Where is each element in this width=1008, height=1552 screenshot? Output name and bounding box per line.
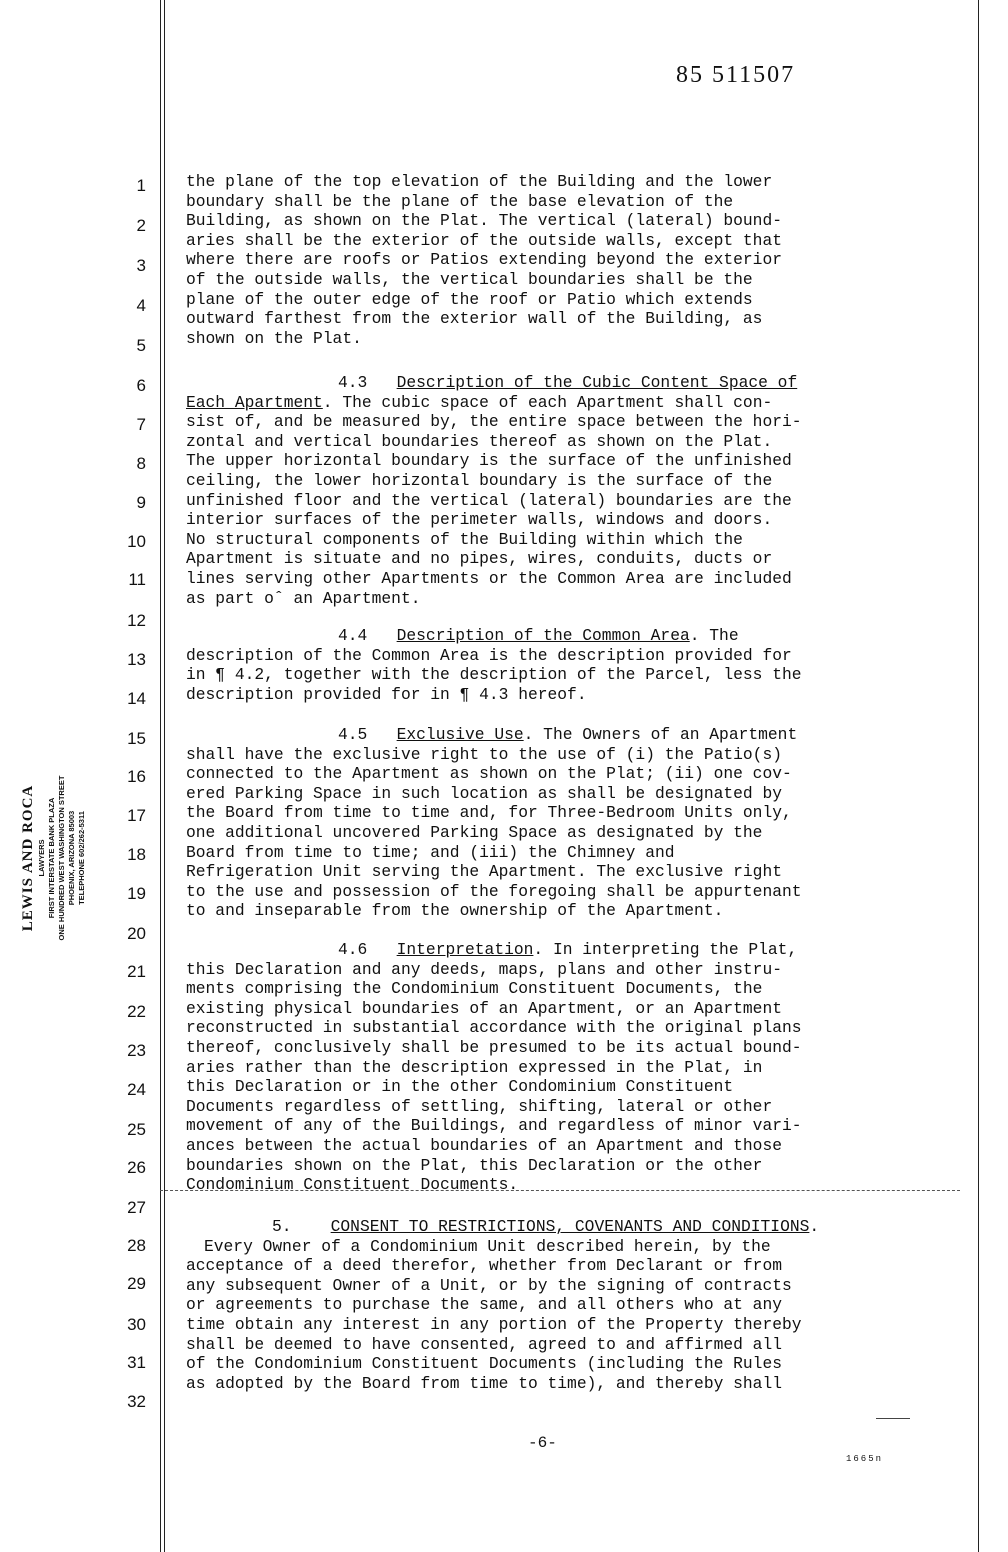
section-4-4: 4.4 Description of the Common Area. The description of the Common Area is the description provided for in ¶ 4.2, together with the description of the Parcel, less the description provided for in ¶ 4.3 hereof. [186,626,802,704]
firm-sub: LAWYERS [37,839,46,877]
section-heading: Description of the Common Area [396,626,690,645]
line-number: 16 [127,767,146,786]
paragraph-boundaries: the plane of the top elevation of the Building and the lower boundary shall be the plane of the base elevation of the Building, as shown on the Plat. The vertical (lateral) bound- aries shall be the exterior of the outside walls, except that where there are roofs or Patios extending beyond the exterior of the outside walls, the vertical boundaries shall be the plane of the outer edge of the roof or Patio which extends outward farthest from the exterior wall of the Building, as shown on the Plat. [186,172,782,348]
section-heading: Each Apartment [186,392,323,412]
line-number: 10 [127,532,146,551]
document-recording-number: 85 511507 [676,62,796,88]
line-number: 18 [127,845,146,864]
line-number: 3 [136,256,146,275]
line-number: 6 [136,376,146,395]
line-number: 28 [127,1236,146,1255]
firm-phone: TELEPHONE 602/262-5311 [77,811,86,905]
line-number: 14 [127,689,146,708]
line-number: 26 [127,1158,146,1177]
left-margin-rule-inner [164,0,165,1552]
line-number: 22 [127,1002,146,1021]
line-number: 9 [136,493,146,512]
section-4-6: 4.6 Interpretation. In interpreting the Plat, this Declaration and any deeds, maps, plans and other instru- ments comprising the Condominium Constituent Documents, the existing physical boundaries of an Apartment, or an Apartment reconstructed in substantial accordance with the original plans thereof, conclusively shall be presumed to be its actual bound- aries rather than the description expressed in the Plat, in this Declaration or in the other Condominium Constituent Documents regardless of settling, shifting, lateral or other movement of any of the Buildings, and regardless of minor vari- ances between the actual boundaries of an Apartment and those boundaries shown on the Plat, this Declaration or the other Condominium Constituent Documents. [186,940,802,1195]
firm-name: LEWIS AND ROCA [20,784,36,932]
section-heading: Description of the Cubic Content Space of [396,373,798,392]
firm-address-1: FIRST INTERSTATE BANK PLAZA [47,797,56,919]
right-margin-rule [978,0,979,1552]
line-number: 30 [127,1315,146,1334]
line-number: 15 [127,729,146,748]
firm-address-2: ONE HUNDRED WEST WASHINGTON STREET [57,775,66,941]
page-number: -6- [528,1434,557,1452]
line-number: 24 [127,1080,146,1099]
section-heading: Exclusive Use [396,725,524,744]
line-number: 2 [136,216,146,235]
section-4-5: 4.5 Exclusive Use. The Owners of an Apartment shall have the exclusive right to the use of (i) the Patio(s) connected to the Apartment as shown on the Plat; (ii) one cov- ered Parking Space in such location as shall be designated by the Board from time to time and, for Three-Bedroom Units only, one additional uncovered Parking Space as designated by the Board from time to time; and (iii) the Chimney and Refrigeration Unit serving the Apartment. The exclusive right to the use and possession of the foregoing shall be appurtenant to and inseparable from the ownership of the Apartment. [186,725,802,921]
line-number: 1 [136,176,146,195]
line-number: 12 [127,611,146,630]
line-number: 32 [127,1392,146,1411]
section-heading: Interpretation [396,940,534,959]
line-number: 4 [136,296,146,315]
line-number: 23 [127,1041,146,1060]
section-4-3: 4.3 Description of the Cubic Content Space of Each Apartment. The cubic space of each Apartment shall con- sist of, and be measured by, the entire space between the hori- zontal and vertical boundaries thereof as shown on the Plat. The upper horizontal boundary is the surface of the unfinished ceiling, the lower horizontal boundary is the surface of the unfinished floor and the vertical (lateral) boundaries are the interior surfaces of the perimeter walls, windows and doors. No structural components of the Building within which the Apartment is situate and no pipes, wires, conduits, ducts or lines serving other Apartments or the Common Area are included as part oˆ an Apartment. [186,373,802,608]
line-number: 29 [127,1274,146,1293]
short-rule [876,1418,910,1419]
line-number: 5 [136,336,146,355]
section-5: 5. CONSENT TO RESTRICTIONS, COVENANTS AND CONDITIONS. Every Owner of a Condominium Unit described herein, by the acceptance of a deed therefor, whether from Declarant or from any subsequent Owner of a Unit, or by the signing of contracts or agreements to purchase the same, and all others who at any time obtain any interest in any portion of the Property thereby shall be deemed to have consented, agreed to and affirmed all of the Condominium Constituent Documents (including the Rules as adopted by the Board from time to time), and thereby shall [186,1217,820,1393]
left-margin-rule [160,0,161,1552]
document-code: 1665n [846,1454,884,1464]
line-number: 31 [127,1353,146,1372]
line-number: 11 [128,570,146,589]
fold-line [160,1190,960,1191]
line-number: 27 [127,1198,146,1217]
line-number: 8 [136,454,146,473]
line-number: 25 [127,1120,146,1139]
line-number: 19 [127,884,146,903]
firm-city: PHOENIX, ARIZONA 85003 [67,810,76,906]
line-number: 20 [127,924,146,943]
section-heading: CONSENT TO RESTRICTIONS, COVENANTS AND CONDITIONS [330,1217,810,1236]
line-number: 21 [127,962,146,981]
line-number: 13 [127,650,146,669]
line-number: 7 [136,415,146,434]
line-number: 17 [127,806,146,825]
